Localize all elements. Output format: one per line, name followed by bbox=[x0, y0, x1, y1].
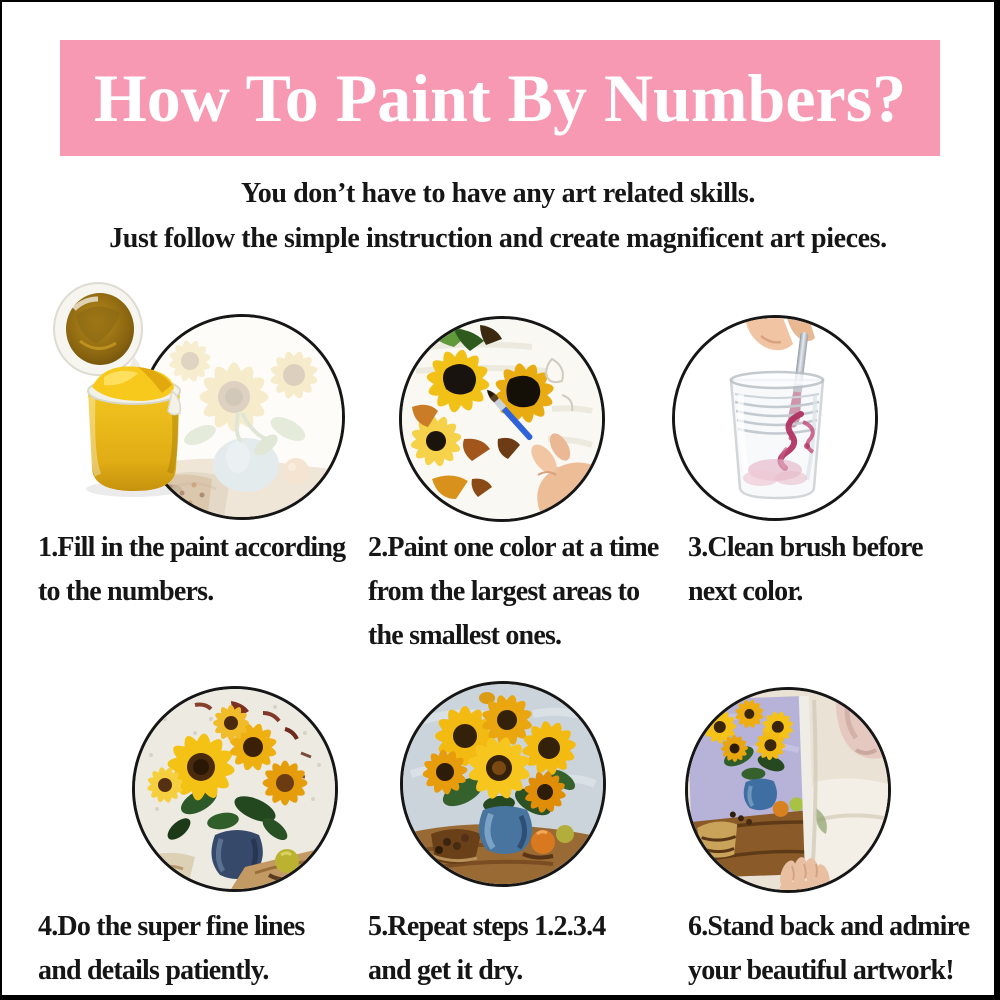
intro-line-1: You don’t have to have any art related skills. bbox=[241, 178, 755, 209]
step-1-caption bbox=[38, 526, 345, 614]
step-2-image-circle bbox=[399, 316, 605, 522]
step-3-image-circle bbox=[672, 315, 878, 521]
header-banner bbox=[60, 40, 940, 156]
step-6-image-circle bbox=[685, 687, 891, 893]
step-4-image bbox=[135, 689, 335, 889]
caption-line: 4.Do the super fine lines bbox=[38, 911, 305, 942]
caption-line: 3.Clean brush before bbox=[688, 532, 923, 563]
step-3-caption bbox=[688, 526, 923, 614]
caption-line: and details patiently. bbox=[38, 955, 269, 986]
page-title: How To Paint By Numbers? bbox=[93, 59, 907, 136]
caption-line: 6.Stand back and admire bbox=[688, 911, 970, 942]
caption-line: the smallest ones. bbox=[368, 620, 562, 651]
step-4-caption bbox=[38, 905, 305, 993]
caption-line: from the largest areas to bbox=[368, 576, 640, 607]
intro-line-2: Just follow the simple instruction and create magnificent art pieces. bbox=[109, 223, 887, 254]
step-6-image bbox=[688, 690, 888, 890]
step-5-image bbox=[403, 684, 603, 884]
caption-line: 5.Repeat steps 1.2.3.4 bbox=[368, 911, 606, 942]
finished-canvas bbox=[688, 694, 815, 878]
caption-line: next color. bbox=[688, 576, 803, 607]
paint-cups-icon bbox=[46, 279, 196, 499]
step-2-caption bbox=[368, 526, 659, 658]
step-6-caption bbox=[688, 905, 969, 993]
step-2-image bbox=[402, 319, 602, 519]
caption-line: 2.Paint one color at a time bbox=[368, 532, 659, 563]
step-3-image bbox=[675, 318, 875, 518]
step-5-image-circle bbox=[400, 681, 606, 887]
caption-line: and get it dry. bbox=[368, 955, 523, 986]
step-4-image-circle bbox=[132, 686, 338, 892]
caption-line: to the numbers. bbox=[38, 576, 214, 607]
step-5-caption bbox=[368, 905, 606, 993]
caption-line: your beautiful artwork! bbox=[688, 955, 954, 986]
caption-line: 1.Fill in the paint according bbox=[38, 532, 346, 563]
paint-cup bbox=[86, 366, 182, 497]
